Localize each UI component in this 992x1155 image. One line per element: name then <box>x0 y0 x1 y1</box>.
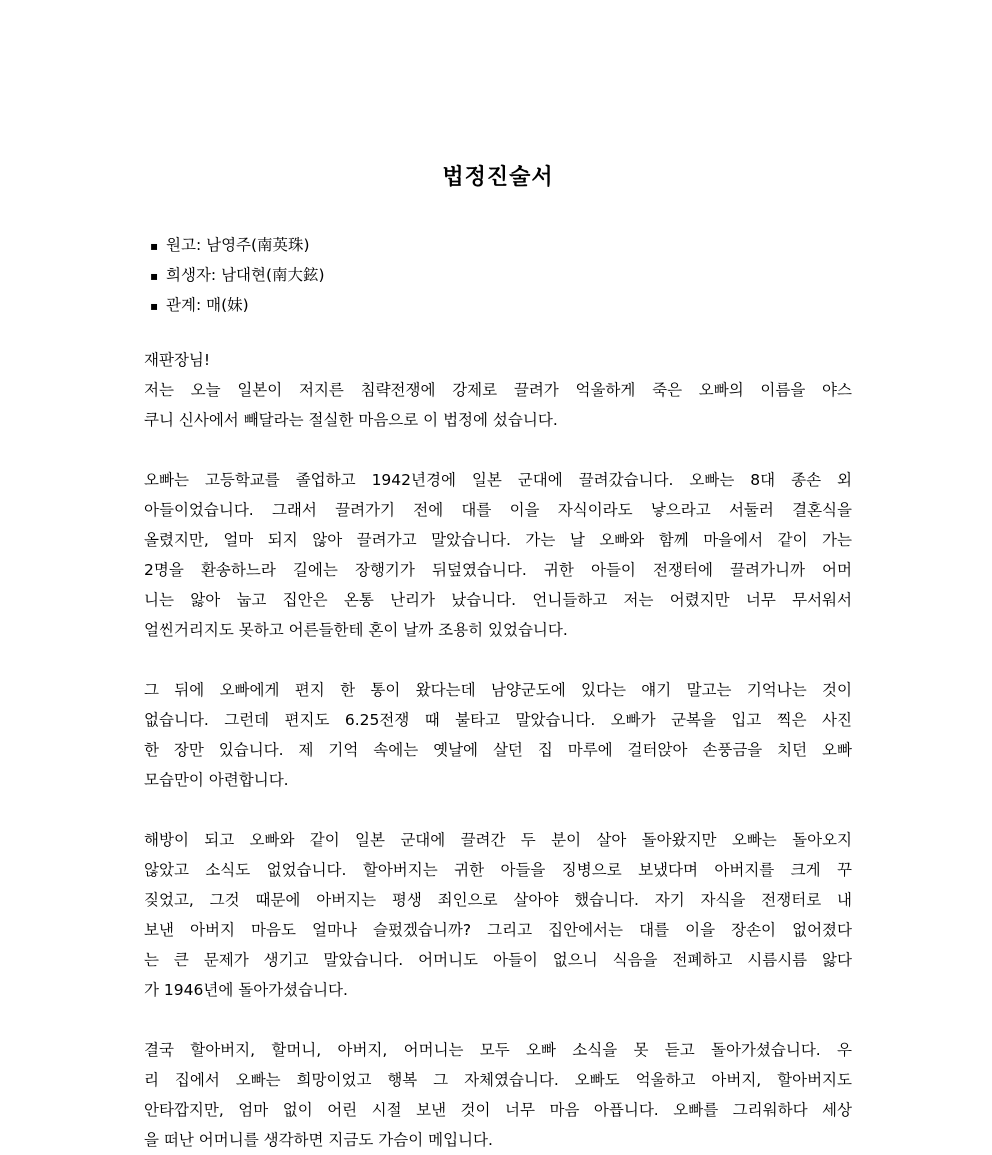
bullet-icon: ▪ <box>150 299 159 313</box>
bullet-icon: ▪ <box>150 269 159 283</box>
text-line: 올렸지만, 얼마 되지 않아 끌려가고 말았습니다. 가는 날 오빠와 함께 마을에서 같이 가는 <box>144 531 852 549</box>
paragraph-gap <box>144 795 852 825</box>
party-info-list <box>150 230 325 320</box>
info-text: 원고: 남영주(南英珠) <box>166 236 310 254</box>
info-item-victim <box>150 260 325 290</box>
text-line: 짖었고, 그것 때문에 아버지는 평생 죄인으로 살아야 했습니다. 자기 자식을 전쟁터로 내 <box>144 891 852 909</box>
text-line: 을 떠난 어머니를 생각하면 지금도 가슴이 메입니다. <box>144 1131 493 1149</box>
text-line: 쿠니 신사에서 빼달라는 절실한 마음으로 이 법정에 섰습니다. <box>144 411 558 429</box>
info-item-relation <box>150 290 325 320</box>
text-line: 얼씬거리지도 못하고 어른들한테 혼이 날까 조용히 있었습니다. <box>144 621 568 639</box>
text-line: 가 1946년에 돌아가셨습니다. <box>144 981 348 999</box>
paragraph-3 <box>144 675 852 795</box>
text-line: 한 장만 있습니다. 제 기억 속에는 옛날에 살던 집 마루에 걸터앉아 손풍금을 치던 오빠 <box>144 741 852 759</box>
info-text: 관계: 매(妹) <box>166 296 249 314</box>
paragraph-gap <box>144 1005 852 1035</box>
statement-body <box>144 345 852 1155</box>
text-line: 리 집에서 오빠는 희망이었고 행복 그 자체였습니다. 오빠도 억울하고 아버지, 할아버지도 <box>144 1071 852 1089</box>
info-text: 희생자: 남대현(南大鉉) <box>166 266 325 284</box>
paragraph-4 <box>144 825 852 1005</box>
text-line: 없습니다. 그런데 편지도 6.25전쟁 때 불타고 말았습니다. 오빠가 군복을 입고 찍은 사진 <box>144 711 852 729</box>
text-line: 재판장님! <box>144 351 211 369</box>
text-line: 모습만이 아련합니다. <box>144 771 289 789</box>
text-line: 않았고 소식도 없었습니다. 할아버지는 귀한 아들을 징병으로 보냈다며 아버지를 크게 꾸 <box>144 861 852 879</box>
text-line: 아들이었습니다. 그래서 끌려가기 전에 대를 이을 자식이라도 낳으라고 서둘러 결혼식을 <box>144 501 852 519</box>
paragraph-gap <box>144 645 852 675</box>
text-line: 해방이 되고 오빠와 같이 일본 군대에 끌려간 두 분이 살아 돌아왔지만 오빠는 돌아오지 <box>144 831 852 849</box>
paragraph-1 <box>144 345 852 435</box>
text-line: 니는 앓아 눕고 집안은 온통 난리가 났습니다. 언니들하고 저는 어렸지만 너무 무서워서 <box>144 591 852 609</box>
text-line: 결국 할아버지, 할머니, 아버지, 어머니는 모두 오빠 소식을 못 듣고 돌아가셨습니다. 우 <box>144 1041 852 1059</box>
document-title: 법정진술서 <box>442 165 554 190</box>
text-line: 그 뒤에 오빠에게 편지 한 통이 왔다는데 남양군도에 있다는 얘기 말고는 기억나는 것이 <box>144 681 852 699</box>
text-line: 는 큰 문제가 생기고 말았습니다. 어머니도 아들이 없으니 식음을 전폐하고 시름시름 앓다 <box>144 951 852 969</box>
text-line: 안타깝지만, 엄마 없이 어린 시절 보낸 것이 너무 마음 아픕니다. 오빠를 그리워하다 세상 <box>144 1101 852 1119</box>
text-line: 오빠는 고등학교를 졸업하고 1942년경에 일본 군대에 끌려갔습니다. 오빠는 8대 종손 외 <box>144 471 852 489</box>
info-item-plaintiff <box>150 230 325 260</box>
text-line: 2명을 환송하느라 길에는 장행기가 뒤덮였습니다. 귀한 아들이 전쟁터에 끌려가니까 어머 <box>144 561 852 579</box>
bullet-icon: ▪ <box>150 239 159 253</box>
text-line: 저는 오늘 일본이 저지른 침략전쟁에 강제로 끌려가 억울하게 죽은 오빠의 이름을 야스 <box>144 381 852 399</box>
paragraph-5 <box>144 1035 852 1155</box>
text-line: 보낸 아버지 마음도 얼마나 슬펐겠습니까? 그리고 집안에서는 대를 이을 장손이 없어졌다 <box>144 921 852 939</box>
paragraph-2 <box>144 465 852 645</box>
paragraph-gap <box>144 435 852 465</box>
